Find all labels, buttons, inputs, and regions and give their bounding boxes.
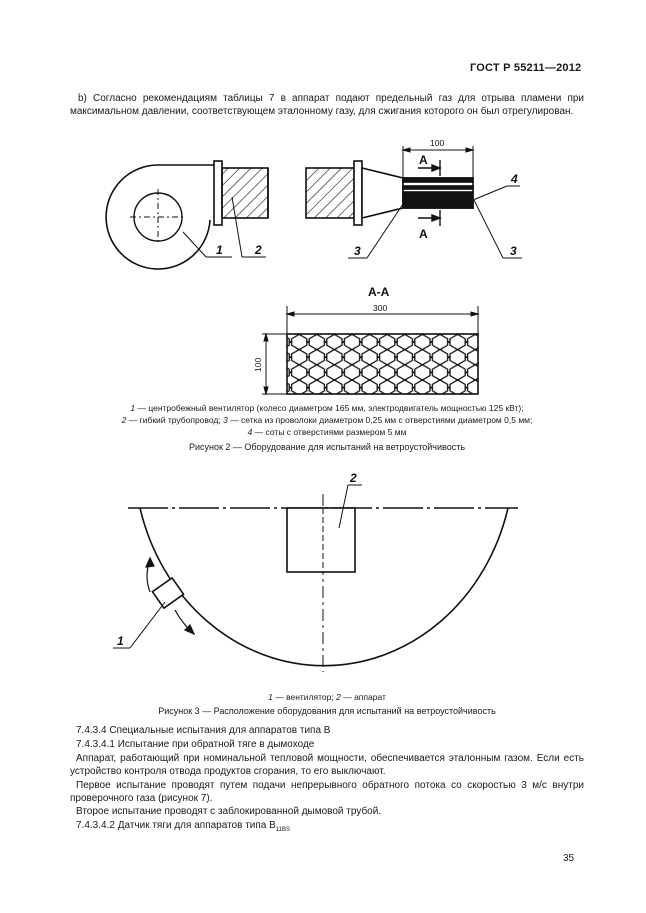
section-marker-a-bottom: А xyxy=(419,227,428,241)
intro-paragraph: b) Согласно рекомендациям таблицы 7 в аппарат подают предельный газ для отрыва пламени при максимальном давлении, соответствующем эталонному газу, для сжигания которого он был отрегулирован. xyxy=(70,93,584,117)
fig2-legend-line-3: 4 — соты с отверстиями размером 5 мм xyxy=(247,427,407,437)
page-number: 35 xyxy=(563,853,575,864)
standard-number: ГОСТ Р 55211—2012 xyxy=(470,62,582,74)
section-marker-a-top: А xyxy=(419,153,428,167)
fig3-callout-2: 2 xyxy=(350,471,357,485)
figure-3-drawing xyxy=(0,460,646,690)
honeycomb-section xyxy=(287,334,478,394)
fig2-legend-line-1: 1 — центробежный вентилятор (колесо диаметром 165 мм, электродвигатель мощностью 125 кВт); xyxy=(130,403,524,413)
fig2-callout-1: 1 xyxy=(216,243,223,257)
fig2-dim-100: 100 xyxy=(430,138,445,148)
paragraph-1: Аппарат, работающий при номинальной тепловой мощности, обеспечивается эталонным газом. Если есть устройство контроля отвода продуктов сгорания, то его выключают. xyxy=(70,753,584,777)
fig2-dim-100-vertical: 100 xyxy=(253,357,263,372)
section-7-4-3-4-1: 7.4.3.4.1 Испытание при обратной тяге в дымоходе xyxy=(76,739,315,750)
figure-2-caption: Рисунок 2 — Оборудование для испытаний на ветроустойчивость xyxy=(188,442,466,452)
fig2-dim-300: 300 xyxy=(373,303,388,313)
fig3-legend: 1 — вентилятор; 2 — аппарат xyxy=(268,692,386,702)
fig3-callout-1: 1 xyxy=(117,634,124,648)
section-7-4-3-4: 7.4.3.4 Специальные испытания для аппаратов типа В xyxy=(76,725,331,736)
paragraph-3: Второе испытание проводят с заблокированной дымовой трубой. xyxy=(76,806,382,817)
duct-assembly xyxy=(306,161,473,225)
paragraph-2: Первое испытание проводят путем подачи непрерывного обратного потока со скоростью 3 м/с внутри проверочного газа (рисунок 7). xyxy=(70,780,584,804)
fig2-callout-4: 4 xyxy=(511,172,518,186)
section-title: А-А xyxy=(368,285,390,299)
fig2-callout-2: 2 xyxy=(255,243,262,257)
figure-3-caption: Рисунок 3 — Расположение оборудования для испытаний на ветроустойчивость xyxy=(158,706,496,716)
fig2-callout-3-right: 3 xyxy=(510,244,517,258)
fig2-callout-3-left: 3 xyxy=(354,244,361,258)
section-7-4-3-4-2: 7.4.3.4.2 Датчик тяги для аппаратов типа $В_{11BS}$ xyxy=(76,820,291,833)
fig2-legend-line-2: 2 — гибкий трубопровод; 3 — сетка из проволоки диаметром 0,25 мм с отверстиями диаметром 0,5 мм; xyxy=(121,415,533,425)
fan-assembly xyxy=(106,161,268,269)
